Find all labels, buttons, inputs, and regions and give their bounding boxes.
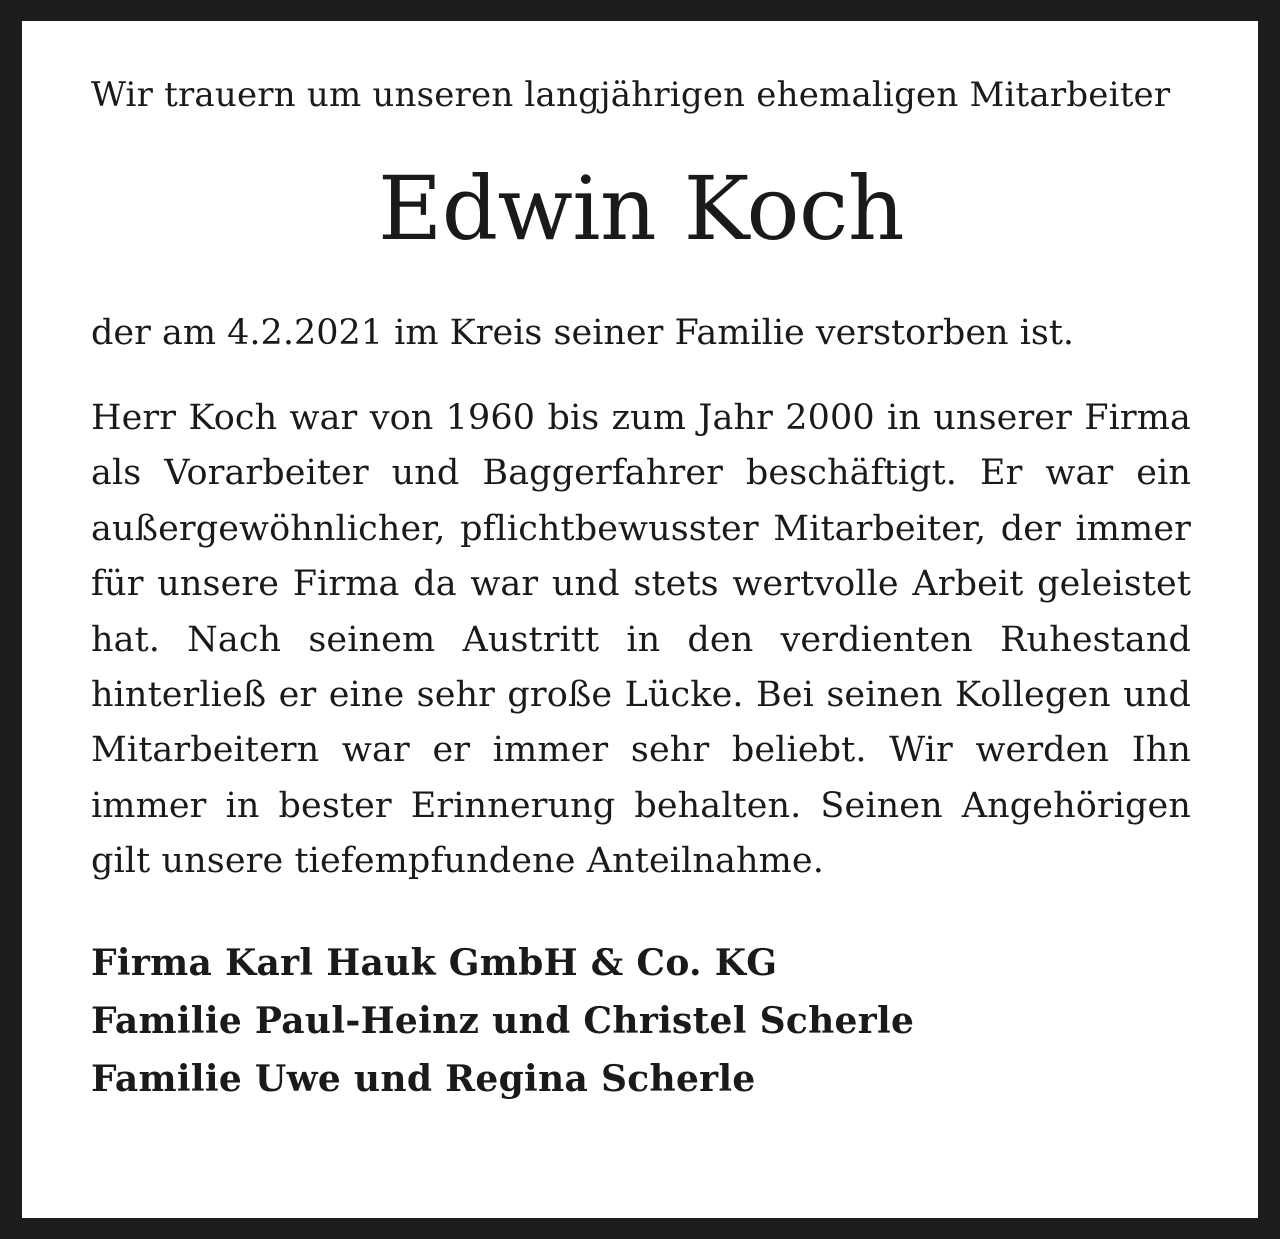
signature-family-uwe: Familie Uwe und Regina Scherle	[91, 1057, 756, 1100]
notice-content	[91, 73, 1191, 1108]
notice-paper	[22, 21, 1258, 1218]
death-date-line: der am 4.2.2021 im Kreis seiner Familie verstorben ist.	[91, 313, 1075, 353]
signature-company: Firma Karl Hauk GmbH & Co. KG	[91, 941, 778, 984]
tribute-text: Herr Koch war von 1960 bis zum Jahr 2000 in unserer Firma als Vorarbeiter und Baggerfahrer beschäftigt. Er war ein außergewöhnlicher, pflichtbewusster Mitarbeiter, der immer für unsere Firma da war und stets wertvolle Arbeit geleistet hat. Nach seinem Austritt in den verdienten Ruhestand hinterließ er eine sehr große Lücke. Bei seinen Kollegen und Mitarbeitern war er immer sehr beliebt. Wir werden Ihn immer in bester Erinnerung behalten. Seinen Angehörigen gilt unsere tiefempfundene Anteilnahme.	[91, 398, 1191, 882]
signatures	[91, 934, 1191, 1108]
deceased-name: Edwin Koch	[377, 157, 904, 260]
intro-line: Wir trauern um unseren langjährigen ehemaligen Mitarbeiter	[91, 75, 1171, 115]
signature-family-paul-heinz: Familie Paul-Heinz und Christel Scherle	[91, 999, 915, 1042]
